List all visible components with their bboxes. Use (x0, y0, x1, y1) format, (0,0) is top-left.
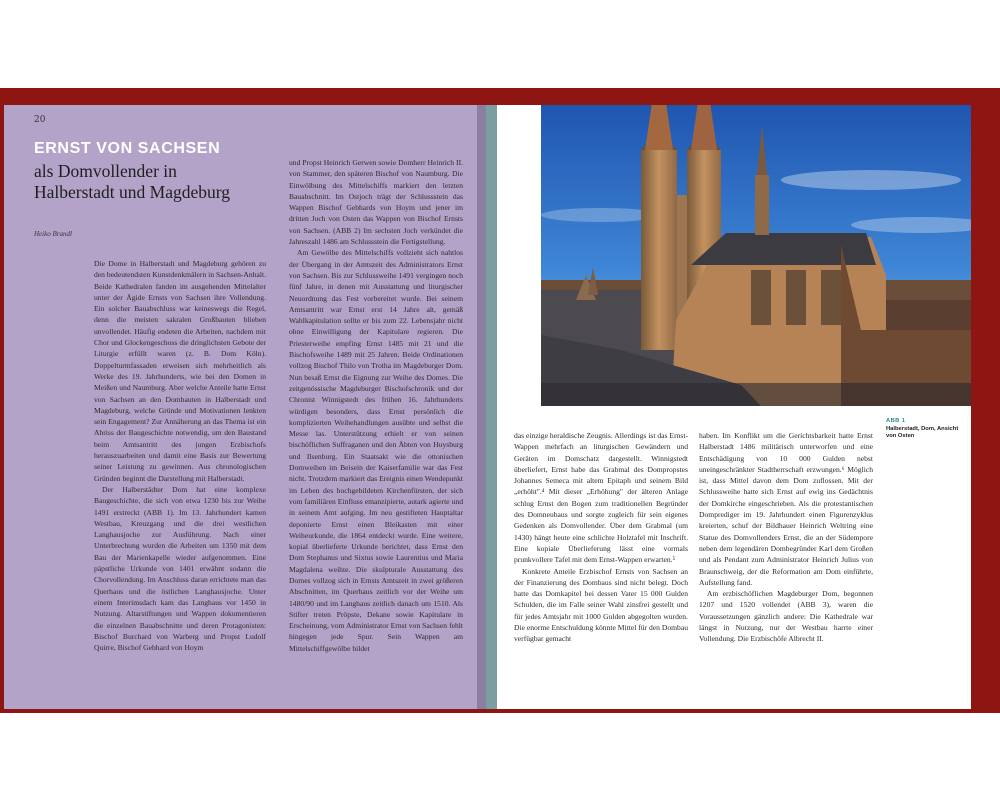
paragraph: Die Dome in Halberstadt und Magdeburg gehören zu den bedeutendsten Kunstdenkmälern in Sachsen-Anhalt. Beide Kathedralen fanden im ausgehenden Mittelalter unter der Ägide Ernsts von Sachsen ihre Vollendung. Ein solcher Bauabschluss war keineswegs die Regel, denn die meisten sakralen Großbauten blieben unvollendet. Häufig endeten die Arbeiten, nachdem mit Chor und Glockengeschoss die dringlichsten Gebote der Liturgie erfüllt waren (z. B. Dom Köln). Doppelturmfassaden erweisen sich mehrheitlich als Werke des 19. Jahrhunderts, wie bei den Domen in Meißen und Naumburg. Aber welche Anteile hatte Ernst von Sachsen an den Dombauten in Halberstadt und Magdeburg, welche Gründe und Motivationen lenkten sein Engagement? Zur Annäherung an das Thema ist ein Abriss der Baugeschichte notwendig, um den Baustand beim Amtsantritt des jungen Erzbischofs herauszuarbeiten und damit eine Basis zur Bewertung seiner Leistung zu gewinnen. Aus chronologischen Gründen beginnt die Darstellung mit Halberstadt. (94, 259, 266, 483)
text-column-3 (514, 430, 688, 645)
paragraph: Am Gewölbe des Mittelschiffs vollzieht sich nahtlos der Übergang in der Amtszeit des Administrators Ernst von Sachsen. Bis zur Schlussweihe 1491 vergingen noch fünf Jahre, in denen mit Ausstattung und liturgischer Neuordnung das Fest vorbereitet wurde. Bei seinem Amtsantritt war Ernst erst 14 Jahre alt, gemäß Wahlkapitulation sollte er bis zum 22. Lebensjahr nicht ohne Einwilligung der Kapitulare regieren. Die Priesterweihe empfing Ernst 1485 mit 21 und die Bischofsweihe 1489 mit 25 Jahren. Beide Ordinationen vollzog Bischof Thilo von Trotha im Magdeburger Dom. Nun besaß Ernst die Eignung zur Weihe des Domes. Die zeitgenössische Magdeburger Bischofschronik und der Chronist Winnigstedt des frühen 16. Jahrhunderts würdigen besonders, dass Ernst persönlich die komplizierten Weihehandlungen ausübte und selbst die Messe las. Unterstützung erhielt er von seinen bischöflichen Suffraganen und den Äbten von Huysburg und Ilsenburg. Ein Staatsakt wie die ottonischen Domweihen im Beisein der Kaiserfamilie war das Fest nicht. Trotzdem markiert das Ereignis einen Wendepunkt im Leben des hochgebildeten Kirchenfürsten, der sich vom familiären Einfluss emanzipierte, autark agierte und in seinem Amt aufging. Im neu gestifteten Hauptaltar deponierte Ernst einen Bleikasten mit einer Weiheurkunde, die 1864 entdeckt wurde. Eine weitere, kopial überlieferte Urkunde berichtet, dass Ernst den Dom Stephanus und Sixtus sowie Laurentius und Maria Magdalena weihte. Die skulpturale Ausstattung des Domes vollzog sich in Ernsts Amtszeit in zwei größeren Abschnitten, im Querhaus zeitlich vor der Weihe um 1480/90 und im Langhaus zeitlich danach um 1510. Als Stifter treten Pröpste, Dekane sowie Kapitulare in Erscheinung, vom Administrator Ernst von Sachsen fehlt hingegen jede Spur. Sein Wappen am Mittelschiffgewölbe bildet (289, 248, 463, 653)
figure-caption-text: Halberstadt, Dom, Ansicht von Osten (886, 425, 959, 439)
paragraph: das einzige heraldische Zeugnis. Allerdings ist das Ernst-Wappen mehrfach an liturgischen Gewändern und Geräten im Domschatz dargestellt. Winnigstedt überliefert, Ernst habe das Grabmal des Dompropstes Johannes Semeca mit altem Epitaph und seinem Bild „erhöht".⁴ Mit dieser „Erhöhung" der älteren Anlage schlug Ernst den Bogen zum traditionellen Begründer des Domneubaus und sorgte zugleich für sein eigenes Gedenken als Domvollender. Über dem Grabmal (um 1430) hängt heute eine schlichte Holztafel mit Inschrift. Eine kopiale Überlieferung lässt eine vormals prunkvollere Tafel mit dem Ernst-Wappen erwarten.⁵ (514, 431, 688, 565)
article-subtitle: als Domvollender in Halberstadt und Magdeburg (34, 161, 231, 202)
paragraph: Der Halberstädter Dom hat eine komplexe Baugeschichte, die sich von etwa 1230 bis zur Weihe 1491 erstreckt (ABB 1). Im 13. Jahrhundert kamen Westbau, Kreuzgang und die drei westlichen Langhausjoche zur Ausführung. Nach einer Unterbrechung wurden die Arbeiten um 1350 mit dem Bau der Marienkapelle wieder aufgenommen. Eine päpstliche Urkunde von 1401 erwähnt sodann die Chorvollendung. Im Anschluss daran errichtete man das Querhaus und die östlichen Langhausjoche. Unter einem Interimsdach kam das Langhaus vor 1450 in Nutzung. Altarstiftungen und Wappen dokumentieren die einzelnen Bauabschnitte und deren Protagonisten: Bischof Burchard von Warberg und Propst Ludolf Quirre, Bischof Gebhard von Hoym (94, 484, 266, 653)
paragraph: haben. Im Konflikt um die Gerichtsbarkeit hatte Ernst Halberstadt 1486 militärisch unterworfen und eine Entschädigung von 10 000 Gulden nebst uneingeschränkter Stadtherrschaft erzwungen.⁶ Möglich ist, dass Mittel davon dem Dom zuflossen. Mit der Schlussweihe hatte sich Ernst auf ewig ins Gedächtnis der Domkirche eingeschrieben. Als die protestantischen Domprediger im 19. Jahrhundert einen Figurenzyklus kreierten, schuf der Bildhauer Heinrich Weltring eine Statue des Domvollenders Ernst, die an der Südempore neben dem legendären Dombegründer Karl dem Großen und als Pendant zum Administrator Heinrich Julius von Braunschweig, der die Reformation am Dom einführte, Aufstellung fand. (699, 431, 873, 587)
text-column-1 (94, 258, 266, 653)
text-column-4 (699, 430, 873, 645)
text-column-2 (289, 157, 463, 654)
page-gutter-shadow (477, 105, 486, 709)
author-name: Heiko Brandl (34, 230, 72, 238)
page-number-left: 20 (34, 115, 46, 125)
page-gutter-teal (486, 105, 497, 709)
article-title: ERNST VON SACHSEN (34, 140, 221, 157)
halberstadt-cathedral-photo (541, 105, 971, 406)
paragraph: Konkrete Anteile Erzbischof Ernsts von Sachsen an der Finanzierung des Dombaus sind nicht belegt. Doch hatte das Domkapitel bei dessen Vater 15 000 Gulden Schulden, die im Falle seiner Wahl zinsfrei gestellt und für jedes Amtsjahr mit 1000 Gulden abgegolten wurden. Die enorme Entschuldung könnte Mittel für den Dombau verfügbar gemacht (514, 566, 688, 644)
paragraph: und Propst Heinrich Gerwen sowie Domherr Heinrich II. von Stammer, den späteren Bischof von Naumburg. Die Einwölbung des Mittelschiffs markiert den letzten Bauabschnitt. Im Ostjoch trägt der Schlussstein das Wappen Bischof Gebhards von Hoym und jener im dritten Joch von Osten das Wappen von Bischof Ernsts von Sachsen. (ABB 2) Im sechsten Joch verkündet die Jahreszahl 1486 am Schlussstein die Fertigstellung. (289, 158, 463, 247)
paragraph: Am erzbischöflichen Magdeburger Dom, begonnen 1207 und 1520 vollendet (ABB 3), waren die Voraussetzungen gänzlich andere: Die Kathedrale war längst in Nutzung, nur der Westbau harrte einer Vollendung. Die Erzbischöfe Albrecht II. (699, 589, 873, 644)
figure-caption (886, 418, 966, 441)
figure-label: ABB 1 (886, 418, 906, 424)
